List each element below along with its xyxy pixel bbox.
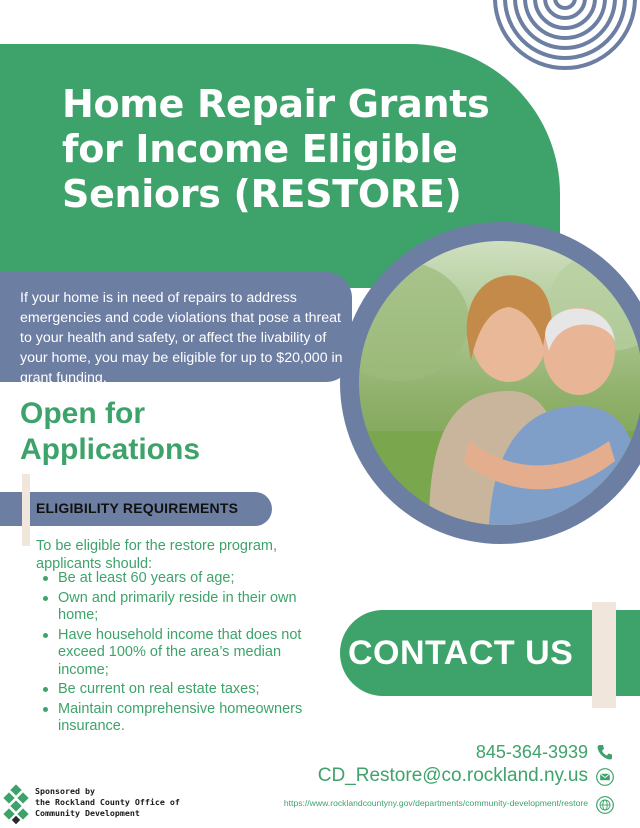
bullet-icon — [43, 633, 48, 638]
email-address[interactable]: CD_Restore@co.rockland.ny.us — [317, 765, 588, 786]
open-for-applications-heading: Open for Applications — [20, 397, 201, 466]
phone-number[interactable]: 845-364-3939 — [475, 742, 588, 762]
contact-accent-bar — [592, 602, 616, 708]
bullet-icon — [43, 707, 48, 712]
rockland-county-logo-icon — [3, 784, 33, 824]
bullet-icon — [43, 576, 48, 581]
list-item-text: Maintain comprehensive homeowners insurance. — [58, 700, 303, 734]
website-link[interactable]: https://www.rocklandcountyny.gov/departments/community-development/restore — [283, 798, 588, 808]
list-item — [38, 590, 308, 625]
bullet-icon — [43, 687, 48, 692]
eligibility-list — [38, 570, 308, 738]
phone-icon — [596, 743, 614, 761]
list-item — [38, 681, 308, 699]
eligibility-heading: ELIGIBILITY REQUIREMENTS — [36, 500, 239, 516]
senior-couple-photo — [359, 241, 640, 525]
bullet-icon — [43, 596, 48, 601]
list-item-text: Be current on real estate taxes; — [58, 681, 260, 697]
list-item-text: Be at least 60 years of age; — [58, 570, 235, 586]
list-item-text: Own and primarily reside in their own home; — [58, 589, 297, 623]
list-item — [38, 570, 308, 588]
sponsor-credit — [35, 786, 180, 819]
list-item — [38, 627, 308, 680]
list-item — [38, 701, 308, 736]
globe-icon — [596, 796, 614, 814]
page-title: Home Repair Grants for Income Eligible Seniors (RESTORE) — [62, 82, 490, 216]
eligibility-accent-bar — [22, 474, 30, 546]
intro-paragraph: If your home is in need of repairs to address emergencies and code violations that pose a threat to your health and safety, or affect the livability of your home, you may be eligible for up to $20,000 in grant funding. — [20, 290, 343, 386]
sponsor-line-3: Community Development — [35, 808, 140, 818]
list-item-text: Have household income that does not exceed 100% of the area’s median income; — [58, 626, 302, 678]
eligibility-intro: To be eligible for the restore program, applicants should: — [36, 538, 277, 572]
sponsor-line-2: the Rockland County Office of — [35, 797, 180, 807]
contact-us-label[interactable]: CONTACT US — [348, 634, 574, 672]
sponsor-line-1: Sponsored by — [35, 786, 95, 796]
email-icon — [596, 768, 614, 786]
